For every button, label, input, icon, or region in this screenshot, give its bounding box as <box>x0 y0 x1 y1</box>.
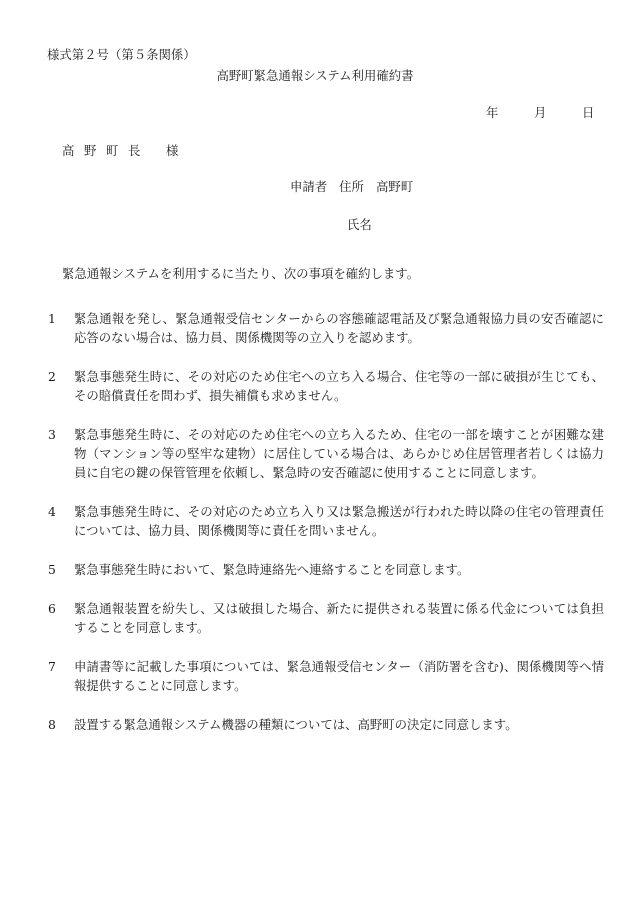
clause-item <box>48 502 604 540</box>
clause-text: 申請書等に記載した事項については、緊急通報受信センター（消防署を含む)、関係機関等へ情報提供することに同意します。 <box>74 659 604 693</box>
clause-item <box>48 425 604 482</box>
clause-number: 6 <box>48 601 56 616</box>
addressee-honorific: 様 <box>166 143 179 158</box>
applicant-role-label: 申請者 <box>290 179 328 194</box>
clause-number: 1 <box>48 311 56 326</box>
clause-text: 緊急通報装置を紛失し、又は破損した場合、新たに提供される装置に係る代金については負担することを同意します。 <box>74 601 604 635</box>
clause-item <box>48 715 604 734</box>
clause-item <box>48 560 604 579</box>
clause-item <box>48 367 604 405</box>
clause-number: 4 <box>48 504 56 519</box>
clause-text: 緊急事態発生時において、緊急時連絡先へ連絡することを同意します。 <box>74 562 470 577</box>
clause-text: 設置する緊急通報システム機器の種類については、高野町の決定に同意します。 <box>74 717 518 732</box>
clause-text: 緊急事態発生時に、その対応のため立ち入り又は緊急搬送が行われた時以降の住宅の管理責任については、協力員、関係機関等に責任を問いません。 <box>74 504 604 538</box>
clause-item <box>48 657 604 695</box>
clause-number: 7 <box>48 659 56 674</box>
addressee <box>62 145 178 157</box>
clause-text: 緊急事態発生時に、その対応のため住宅への立ち入る場合、住宅等の一部に破損が生じても、その賠償責任を問わず、損失補償も求めません。 <box>74 369 604 403</box>
clause-text: 緊急事態発生時に、その対応のため住宅への立ち入るため、住宅の一部を壊すことが困難な建物（マンション等の堅牢な建物）に居住している場合は、あらかじめ住居管理者若しくは協力員に自宅の鍵の保管管理を依頼し、緊急時の安否確認に使用することに同意します。 <box>74 427 604 480</box>
document-title: 高野町緊急通報システム利用確約書 <box>216 68 414 83</box>
intro-text: 緊急通報システムを利用するに当たり、次の事項を確約します。 <box>62 266 420 281</box>
clause-item <box>48 599 604 637</box>
address-label: 住所 <box>339 179 364 194</box>
date-day-label: 日 <box>582 105 595 120</box>
date-line <box>486 107 594 119</box>
applicant-name-label: 氏名 <box>347 217 372 232</box>
clause-number: 8 <box>48 717 56 732</box>
date-month-label: 月 <box>534 105 547 120</box>
clause-number: 3 <box>48 427 56 442</box>
clause-number: 5 <box>48 562 56 577</box>
addressee-char: 長 <box>128 143 141 158</box>
applicant-address-line <box>290 181 413 193</box>
clause-list <box>48 309 604 754</box>
addressee-char: 高 <box>62 143 75 158</box>
clause-text: 緊急通報を発し、緊急通報受信センターからの容態確認電話及び緊急通報協力員の安否確認に応答のない場合は、協力員、関係機関等の立入りを認めます。 <box>74 311 604 345</box>
addressee-char: 町 <box>106 143 119 158</box>
addressee-char: 野 <box>84 143 97 158</box>
clause-number: 2 <box>48 369 56 384</box>
form-number: 様式第２号（第５条関係） <box>47 47 196 62</box>
date-year-label: 年 <box>486 105 499 120</box>
address-value: 高野町 <box>375 179 414 194</box>
clause-item <box>48 309 604 347</box>
